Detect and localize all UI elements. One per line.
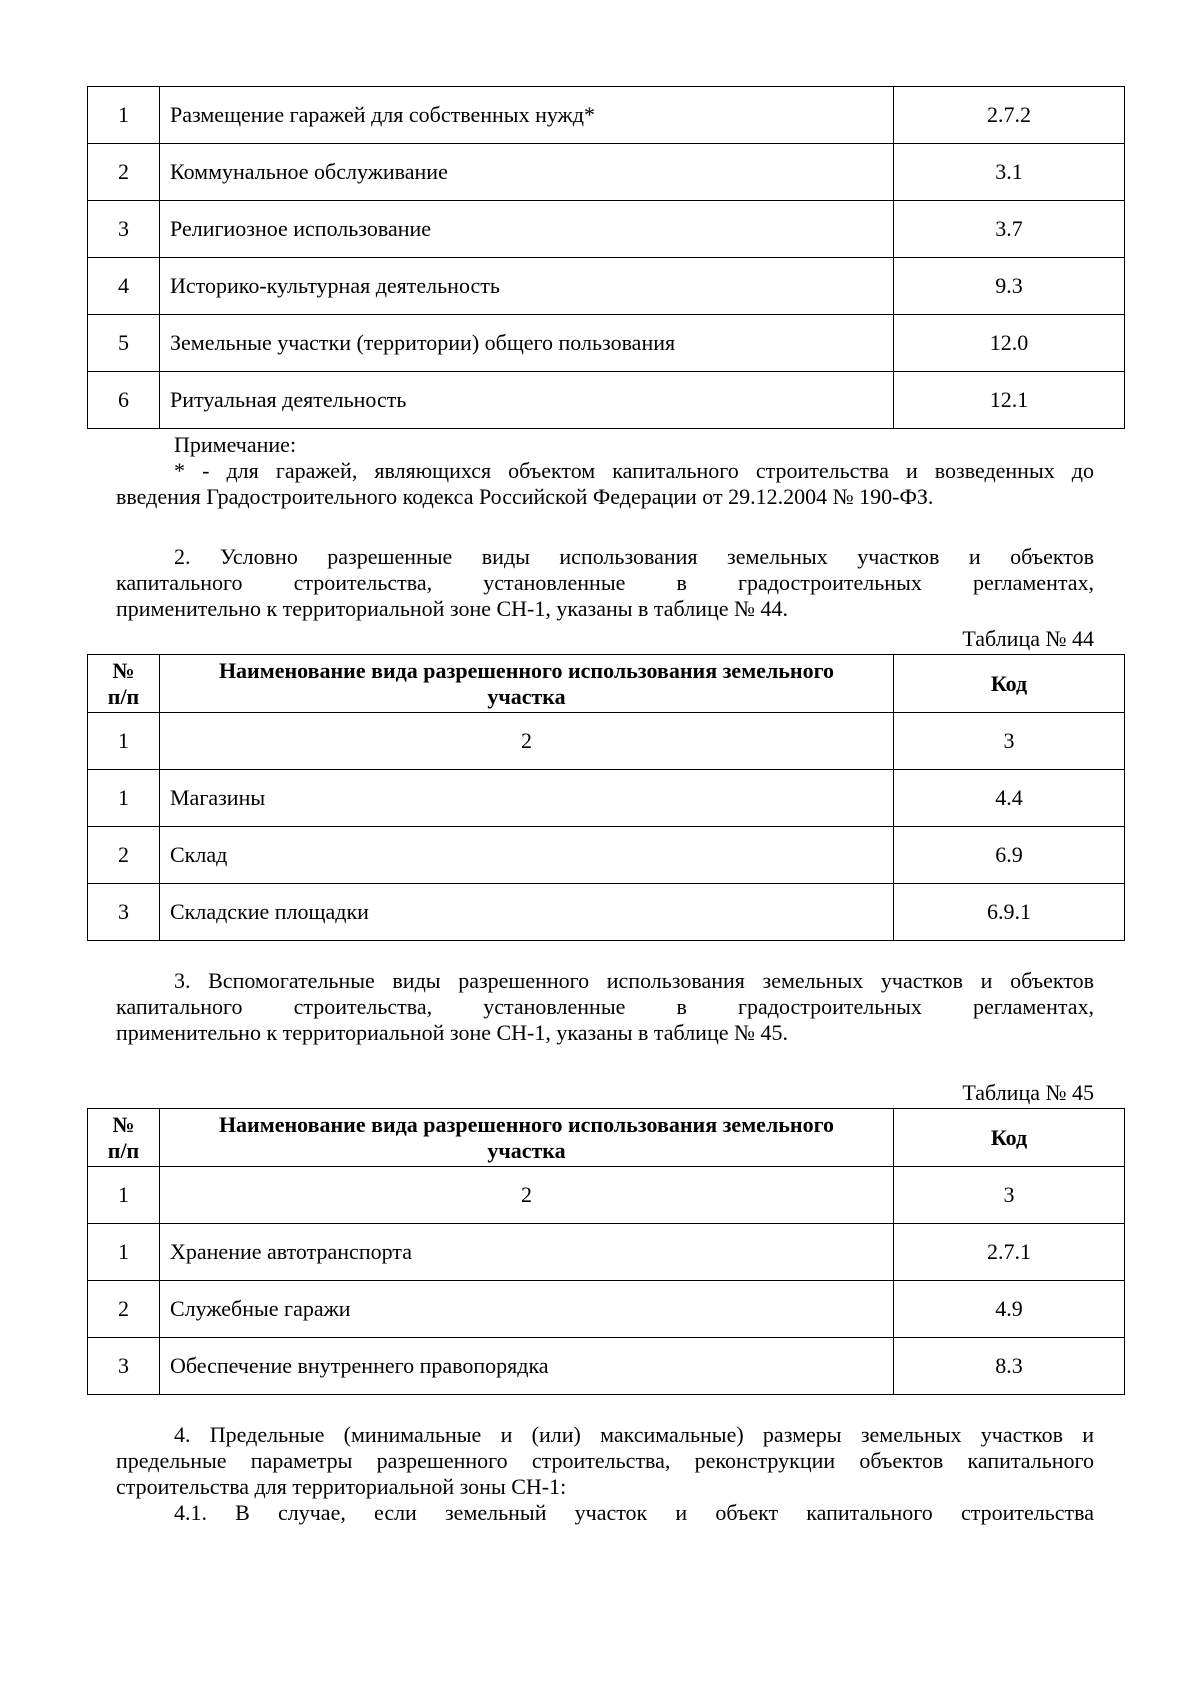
header-name-line1: Наименование вида разрешенного использования земельного xyxy=(218,657,835,683)
row-number: 6 xyxy=(88,372,160,429)
row-code: 12.1 xyxy=(894,372,1125,429)
header-name xyxy=(160,655,894,713)
header-name xyxy=(160,1109,894,1167)
table-row xyxy=(88,258,1125,315)
row-name: Религиозное использование xyxy=(160,201,894,258)
row-number: 3 xyxy=(88,201,160,258)
row-number: 2 xyxy=(88,1281,160,1338)
paragraph-line: 4. Предельные (минимальные и (или) максимальные) размеры земельных участков и xyxy=(174,1422,1094,1447)
row-number: 2 xyxy=(88,144,160,201)
row-code: 6.9.1 xyxy=(894,884,1125,941)
note-block xyxy=(116,432,1094,510)
table-row xyxy=(88,372,1125,429)
row-number: 2 xyxy=(88,827,160,884)
row-code: 3.7 xyxy=(894,201,1125,258)
row-code: 9.3 xyxy=(894,258,1125,315)
table-header-row xyxy=(88,655,1125,713)
index-cell: 1 xyxy=(88,1167,160,1224)
header-number-line2: п/п xyxy=(107,683,140,709)
row-number: 3 xyxy=(88,884,160,941)
row-name: Склад xyxy=(160,827,894,884)
row-code: 4.9 xyxy=(894,1281,1125,1338)
row-name: Хранение автотранспорта xyxy=(160,1224,894,1281)
row-name: Историко-культурная деятельность xyxy=(160,258,894,315)
paragraph-line: применительно к территориальной зоне СН-1, указаны в таблице № 45. xyxy=(116,1020,788,1045)
header-code: Код xyxy=(894,655,1125,713)
row-code: 2.7.2 xyxy=(894,87,1125,144)
table-row xyxy=(88,827,1125,884)
row-name: Служебные гаражи xyxy=(160,1281,894,1338)
paragraph-line: предельные параметры разрешенного строительства, реконструкции объектов капитального xyxy=(116,1448,1094,1473)
table-main-uses xyxy=(87,86,1125,429)
table-row xyxy=(88,87,1125,144)
table-index-row xyxy=(88,713,1125,770)
row-code: 2.7.1 xyxy=(894,1224,1125,1281)
paragraph-line: 3. Вспомогательные виды разрешенного использования земельных участков и объектов xyxy=(174,968,1094,993)
header-number-line1: № xyxy=(112,1111,135,1137)
row-name: Ритуальная деятельность xyxy=(160,372,894,429)
header-name-line2: участка xyxy=(487,1137,566,1163)
table-45-body xyxy=(88,1109,1125,1395)
index-cell: 3 xyxy=(894,1167,1125,1224)
note-line: введения Градостроительного кодекса Российской Федерации от 29.12.2004 № 190-ФЗ. xyxy=(116,484,934,509)
section-3-paragraph xyxy=(116,968,1094,1046)
table-row xyxy=(88,315,1125,372)
paragraph-line: 4.1. В случае, если земельный участок и объект капитального строительства xyxy=(174,1500,1094,1525)
row-name: Магазины xyxy=(160,770,894,827)
row-code: 4.4 xyxy=(894,770,1125,827)
table-row xyxy=(88,884,1125,941)
row-number: 4 xyxy=(88,258,160,315)
header-number xyxy=(88,1109,160,1167)
header-name-line1: Наименование вида разрешенного использования земельного xyxy=(218,1111,835,1137)
table-header-row xyxy=(88,1109,1125,1167)
paragraph-line: капитального строительства, установленные в градостроительных регламентах, xyxy=(116,994,1094,1019)
paragraph-line: капитального строительства, установленные в градостроительных регламентах, xyxy=(116,570,1094,595)
row-number: 1 xyxy=(88,87,160,144)
table-row xyxy=(88,770,1125,827)
table-45-caption: Таблица № 45 xyxy=(962,1080,1094,1105)
row-name: Земельные участки (территории) общего пользования xyxy=(160,315,894,372)
header-code: Код xyxy=(894,1109,1125,1167)
index-cell: 2 xyxy=(160,1167,894,1224)
table-index-row xyxy=(88,1167,1125,1224)
row-code: 8.3 xyxy=(894,1338,1125,1395)
header-number xyxy=(88,655,160,713)
table-row xyxy=(88,1224,1125,1281)
header-number-line2: п/п xyxy=(107,1137,140,1163)
header-number-line1: № xyxy=(112,657,135,683)
row-number: 1 xyxy=(88,770,160,827)
row-name: Складские площадки xyxy=(160,884,894,941)
table-main-uses-body xyxy=(88,87,1125,429)
row-number: 3 xyxy=(88,1338,160,1395)
table-45 xyxy=(87,1108,1125,1395)
row-number: 5 xyxy=(88,315,160,372)
table-44-caption: Таблица № 44 xyxy=(962,626,1094,651)
index-cell: 2 xyxy=(160,713,894,770)
table-row xyxy=(88,1338,1125,1395)
table-row xyxy=(88,144,1125,201)
paragraph-line: 2. Условно разрешенные виды использования земельных участков и объектов xyxy=(174,544,1094,569)
row-code: 6.9 xyxy=(894,827,1125,884)
header-name-line2: участка xyxy=(487,683,566,709)
row-name: Коммунальное обслуживание xyxy=(160,144,894,201)
index-cell: 1 xyxy=(88,713,160,770)
paragraph-line: строительства для территориальной зоны СН-1: xyxy=(116,1474,567,1499)
row-name: Размещение гаражей для собственных нужд* xyxy=(160,87,894,144)
row-code: 3.1 xyxy=(894,144,1125,201)
row-code: 12.0 xyxy=(894,315,1125,372)
row-name: Обеспечение внутреннего правопорядка xyxy=(160,1338,894,1395)
table-row xyxy=(88,1281,1125,1338)
paragraph-line: применительно к территориальной зоне СН-1, указаны в таблице № 44. xyxy=(116,596,788,621)
table-row xyxy=(88,201,1125,258)
section-2-paragraph xyxy=(116,544,1094,622)
row-number: 1 xyxy=(88,1224,160,1281)
note-label: Примечание: xyxy=(174,432,297,457)
table-44 xyxy=(87,654,1125,941)
note-line: * - для гаражей, являющихся объектом капитального строительства и возведенных до xyxy=(174,458,1094,483)
index-cell: 3 xyxy=(894,713,1125,770)
table-44-body xyxy=(88,655,1125,941)
section-4-paragraph xyxy=(116,1422,1094,1526)
